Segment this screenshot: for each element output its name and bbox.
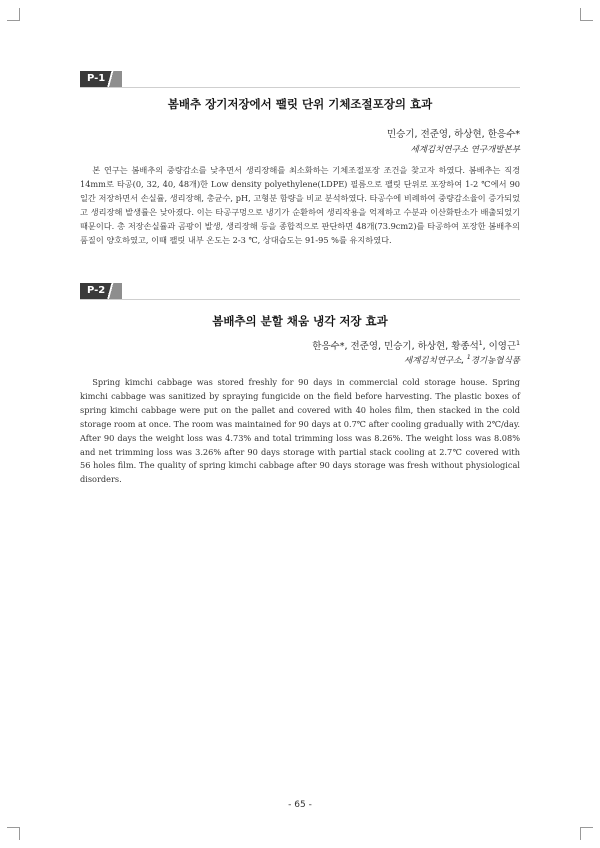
- affiliation-marker: 1: [516, 339, 520, 347]
- author-names: 한응수*, 전준영, 민승기, 하상현, 황종석: [312, 341, 479, 352]
- crop-mark-bottom-right: [580, 827, 593, 840]
- abstract-body-p2: Spring kimchi cabbage was stored freshly for 90 days in commercial cold storage house. Spring kimchi cabbage was sanitized by spraying fungicide on the field before harvesting. The plastic boxes of spring kimchi cabbage were put on the pallet and covered with 40 holes film, then stacked in the cold storage room at once. The room was maintained for 90 days at 0.7℃ after cooling gradually with 2℃/day. After 90 days the weight loss was 4.73% and total trimming loss was 8.26%. The weight loss was 8.08% and net trimming loss was 3.26% after 90 days storage with partial stack cooling at 2.7℃ covered with 56 holes film. The quality of spring kimchi cabbage after 90 days storage was fresh without physiological disorders.: [80, 377, 521, 485]
- section-tag-p1: P-1: [80, 71, 122, 87]
- crop-mark-bottom-left: [7, 827, 20, 840]
- abstract-body-p1: 본 연구는 봄배추의 중량감소를 낮추면서 생리장해를 최소화하는 기체조절포장 조건을 찾고자 하였다. 봄배추는 직경 14mm로 타공(0, 32, 40, 48개)한 Low density polyethylene(LDPE) 필름으로 팰릿 단위로 포장하여 1-2 ℃에서 90일간 저장하면서 손실률, 생리장해, 총균수, pH, 고형분 함량을 비교 분석하였다. 타공수에 비례하여 중량감소율이 증가되었고 생리장해 발생률은 낮아졌다. 이는 타공구멍으로 냉기가 순환하여 생리작용을 억제하고 수분과 이산화탄소가 배출되었기 때문이다. 총 저장손실률과 곰팡이 발생, 생리장해 등을 종합적으로 판단하면 48개(73.9cm2)를 타공하여 포장한 봄배추의 품질이 양호하였고, 이때 팰릿 내부 온도는 2-3 ℃, 상대습도는 91-95 %를 유지하였다.: [80, 165, 520, 245]
- affiliation-secondary: 경기농협식품: [470, 356, 520, 366]
- crop-mark-top-right: [580, 8, 593, 21]
- affiliation-p1: 세계김치연구소 연구개발본부: [410, 145, 520, 155]
- affiliation-marker: 1: [478, 339, 483, 347]
- affiliation-marker: 1: [466, 354, 471, 362]
- section-tag-p2: P-2: [80, 283, 122, 299]
- crop-mark-top-left: [7, 8, 20, 21]
- page-number: - 65 -: [288, 800, 312, 810]
- author-list-p2: [312, 338, 520, 352]
- section-divider-p1: [80, 87, 520, 88]
- author-names-last: , 이영근: [482, 341, 517, 352]
- author-list-p1: 민승기, 전준영, 하상현, 한응수*: [387, 129, 520, 140]
- abstract-title-p1: 봄배추 장기저장에서 팰릿 단위 기체조절포장의 효과: [167, 97, 433, 111]
- abstract-title-p2: 봄배추의 분할 채움 냉각 저장 효과: [212, 314, 388, 328]
- affiliation-primary: 세계김치연구소,: [404, 356, 467, 366]
- affiliation-p2: [404, 354, 520, 366]
- section-divider-p2: [80, 299, 520, 300]
